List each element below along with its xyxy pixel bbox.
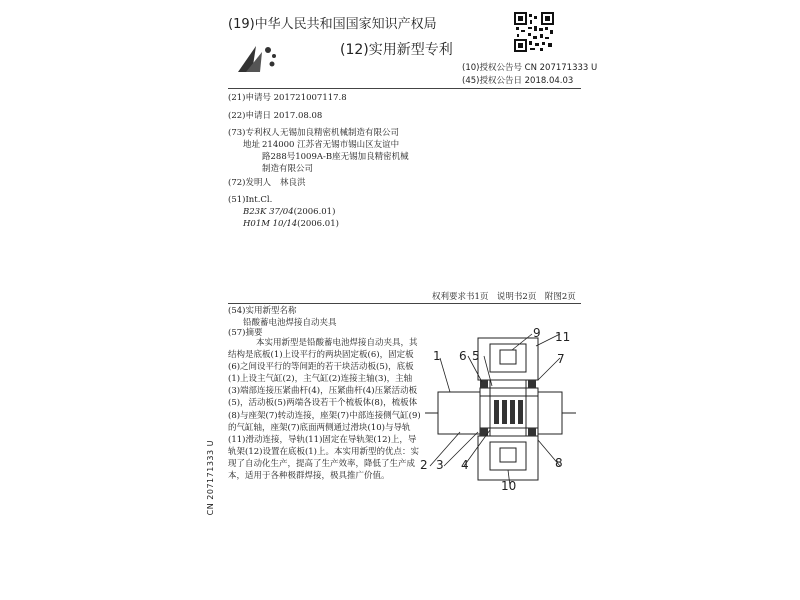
figure-label-3: 3 — [436, 458, 444, 472]
utility-model-title: 铅酸蓄电池焊接自动夹具 — [243, 318, 337, 328]
office-title: (19)中华人民共和国国家知识产权局 — [228, 17, 437, 32]
cnipa-logo-icon — [232, 42, 282, 76]
utility-model-title-label: (54)实用新型名称 — [228, 306, 297, 316]
middle-divider — [228, 303, 581, 304]
abstract-text: 本实用新型是铅酸蓄电池焊接自动夹具，其结构是底板(1)上设平行的两块固定板(6)，固定板(6)之间设平行的等间距的若干块活动板(5)，底板(1)上设主气缸(2)，主气缸(2)连接主轴(3)，主轴(3)端部连接压紧曲杆(4)，压紧曲杆(4)压紧活动板(5)，活动板(5)两端各设若干个梳板体(8)，梳板体(8)与座架(7)转动连接，座架(7)中部连接侧气缸(9)的气缸轴，座架(7)底面两侧通过滑块(10)与导轨(11)滑动连接，导轨(11)固定在导轨架(12)上，导轨架(12)设置在底板(1)上。本实用新型的优点：实现了自动化生产，提高了生产效率，降低了生产成本，适用于各种极群焊接，极具推广价值。 — [228, 338, 421, 482]
application-number: (21)申请号 201721007117.8 — [228, 93, 347, 103]
publication-number: (10)授权公告号 CN 207171333 U — [462, 63, 598, 73]
intcl-label: (51)Int.Cl. — [228, 195, 273, 205]
address-line-3: 制造有限公司 — [262, 164, 314, 174]
patentee-label: (73)专利权人 — [228, 128, 280, 138]
intcl-code-2: H01M 10/14 — [243, 219, 298, 229]
patentee-name: 无锡加良精密机械制造有限公司 — [280, 128, 400, 138]
intcl-code-1: B23K 37/04 — [243, 207, 294, 217]
inventor-name: 林良洪 — [280, 178, 306, 188]
filing-date: (22)申请日 2017.08.08 — [228, 111, 323, 121]
qr-code-icon — [514, 12, 554, 52]
figure-label-4: 4 — [461, 458, 469, 472]
figure-label-11: 11 — [555, 330, 571, 344]
intcl-version-2: (2006.01) — [297, 219, 339, 229]
figure-label-10: 10 — [501, 479, 517, 493]
intcl-entry-2 — [243, 218, 339, 231]
figure-label-9: 9 — [533, 326, 541, 340]
figure-label-1: 1 — [433, 349, 441, 363]
intcl-version-1: (2006.01) — [293, 207, 336, 217]
address-line-1: 214000 江苏省无锡市锡山区友谊中 — [262, 140, 400, 150]
document-type: (12)实用新型专利 — [340, 42, 453, 58]
address-label: 地址 — [243, 140, 261, 150]
figure-label-7: 7 — [557, 352, 565, 366]
address-line-2: 路288号1009A-B座无锡加良精密机械 — [262, 152, 409, 162]
page-count-note: 权利要求书1页 说明书2页 附图2页 — [432, 292, 576, 302]
figure-label-2: 2 — [420, 458, 428, 472]
abstract-label: (57)摘要 — [228, 328, 263, 338]
side-publication-number: CN 207171333 U — [206, 440, 215, 516]
publication-date: (45)授权公告日 2018.04.03 — [462, 76, 574, 86]
figure-label-8: 8 — [555, 456, 563, 470]
figure-label-5: 5 — [472, 349, 480, 363]
figure-label-6: 6 — [459, 349, 467, 363]
header-divider — [228, 88, 581, 89]
inventor-label: (72)发明人 — [228, 178, 271, 188]
